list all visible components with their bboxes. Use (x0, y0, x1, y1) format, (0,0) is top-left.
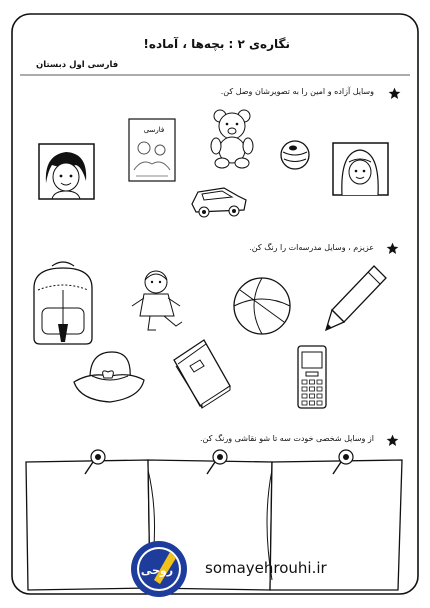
website-url: somayehrouhi.ir (205, 559, 327, 577)
book-cover-word: فارسی (143, 126, 165, 134)
instruction-2: عزیزم ، وسایل مدرسه‌ات را رنگ کن. (249, 243, 374, 252)
worksheet-title: نگاره‌ی ۲ : بچه‌ها ، آماده! (143, 37, 290, 51)
instruction-3: از وسایل شخصی خودت سه تا شو نقاشی ورنگ کن. (199, 434, 374, 443)
site-logo (130, 540, 188, 598)
pushpin-icon (204, 448, 230, 478)
logo-text: روحی (140, 564, 174, 577)
instruction-1: وسایل آزاده و امین را به تصویرشان وصل کن. (220, 87, 374, 96)
grade-label: فارسی اول دبستان (36, 60, 119, 70)
pushpin-icon (82, 448, 108, 478)
pushpin-icon (330, 448, 356, 478)
